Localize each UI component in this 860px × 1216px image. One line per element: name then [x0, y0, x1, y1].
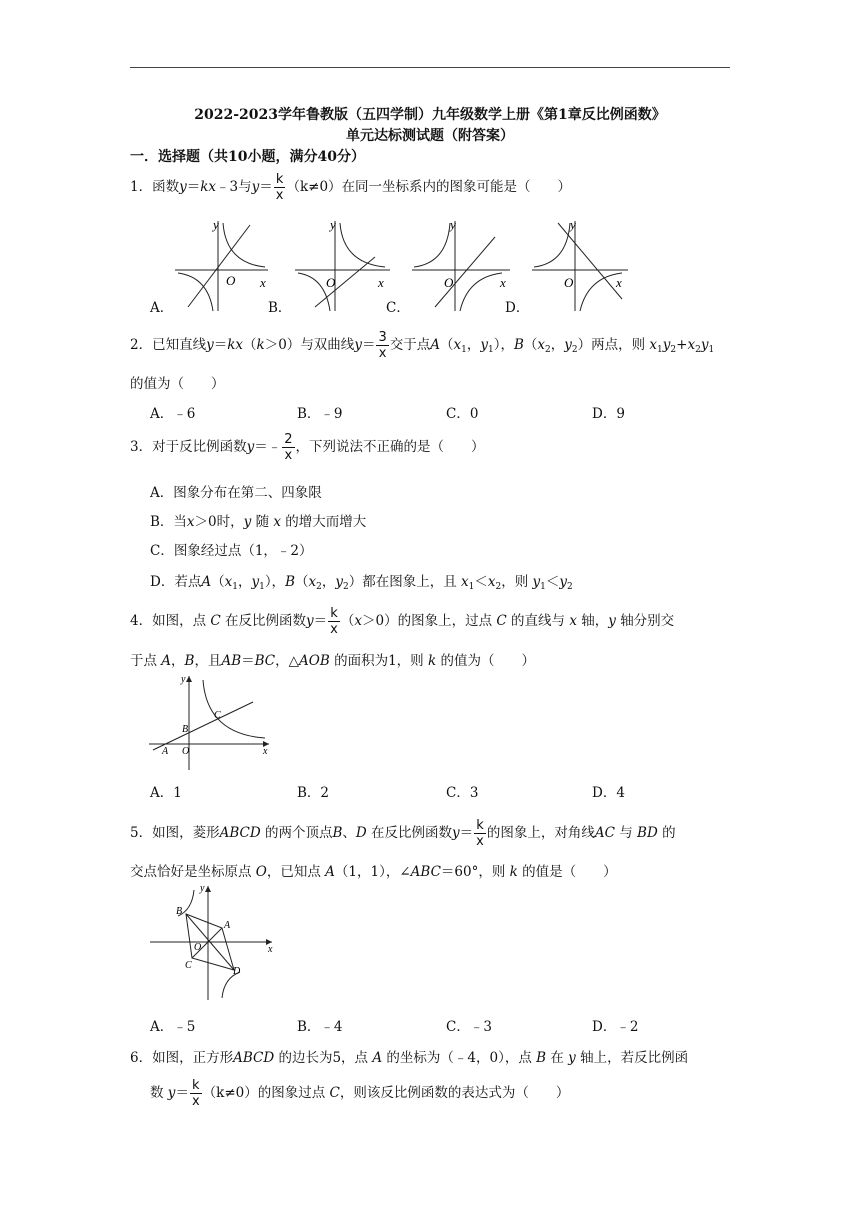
fraction: $\frac{k}{x}$: [330, 606, 338, 637]
q2-option-d[interactable]: D．9: [592, 406, 625, 422]
q3-option-b[interactable]: B．当x＞0时，y 随 x 的增大而增大: [150, 514, 367, 530]
q2-option-b[interactable]: B．﹣9: [297, 406, 343, 422]
graph-a: [175, 217, 268, 311]
question-1: 1．函数y＝kx﹣3与y＝ $\frac{k}{x}$ （k≠0）在同一坐标系内的图象可能是（ ）: [130, 172, 572, 203]
question-3: 3．对于反比例函数y＝﹣ $\frac{2}{x}$ ，下列说法不正确的是（ ）: [130, 432, 485, 463]
svg-text:x: x: [263, 746, 268, 757]
fraction: $\frac{3}{x}$: [378, 330, 387, 361]
svg-text:x: x: [260, 275, 266, 290]
q5-option-b[interactable]: B．﹣4: [297, 1019, 343, 1035]
svg-text:O: O: [564, 275, 574, 290]
fraction: $\frac{2}{x}$: [284, 432, 293, 463]
q4-figure: [145, 672, 275, 772]
svg-text:x: x: [616, 275, 622, 290]
q4-option-b[interactable]: B．2: [297, 785, 330, 801]
svg-text:y: y: [570, 217, 576, 232]
svg-text:x: x: [268, 944, 273, 955]
graph-d: [532, 217, 628, 311]
svg-text:A: A: [162, 746, 169, 757]
q1-option-d[interactable]: D．: [505, 300, 530, 316]
q5-option-d[interactable]: D．﹣2: [592, 1019, 639, 1035]
graph-b: [295, 217, 390, 311]
q4-option-d[interactable]: D．4: [592, 785, 625, 801]
svg-text:y: y: [200, 883, 205, 894]
page-subtitle: 单元达标测试题（附答案）: [346, 128, 514, 144]
q2-option-c[interactable]: C．0: [446, 406, 479, 422]
svg-text:y: y: [450, 217, 456, 232]
svg-text:A: A: [224, 920, 231, 931]
question-4-cont: 于点 A，B，且AB＝BC，△AOB 的面积为1，则 k 的值为（ ）: [130, 653, 535, 669]
question-4: 4．如图，点 C 在反比例函数y＝ $\frac{k}{x}$ （x＞0）的图象上，过点 C 的直线与 x 轴，y 轴分别交: [130, 606, 675, 637]
svg-text:O: O: [194, 942, 202, 953]
question-5: 5．如图，菱形ABCD 的两个顶点B、D 在反比例函数y＝ $\frac{k}{x}$ 的图象上，对角线AC 与 BD 的: [130, 818, 676, 849]
svg-text:O: O: [226, 273, 236, 288]
top-rule: [130, 67, 730, 68]
q5-figure: [148, 882, 278, 1004]
q5-option-a[interactable]: A．﹣5: [150, 1019, 196, 1035]
question-6-cont: 数 y＝ $\frac{k}{x}$ （k≠0）的图象过点 C，则该反比例函数的表达式为（ ）: [150, 1078, 570, 1109]
q5-option-c[interactable]: C．﹣3: [446, 1019, 492, 1035]
question-5-cont: 交点恰好是坐标原点 O，已知点 A（1，1），∠ABC＝60°，则 k 的值是（ ）: [130, 864, 617, 880]
svg-text:y: y: [181, 674, 186, 685]
q2-option-a[interactable]: A．﹣6: [150, 406, 196, 422]
svg-text:B: B: [176, 906, 183, 917]
fraction: $\frac{k}{x}$: [191, 1078, 200, 1109]
svg-text:y: y: [213, 217, 219, 232]
graph-c: [412, 217, 510, 311]
svg-text:D: D: [233, 966, 241, 977]
q3-option-a[interactable]: A．图象分布在第二、四象限: [150, 485, 322, 501]
svg-text:y: y: [330, 217, 336, 232]
fraction: $\frac{k}{x}$: [476, 818, 484, 849]
question-2-cont: 的值为（ ）: [130, 376, 225, 392]
question-6: 6．如图，正方形ABCD 的边长为5，点 A 的坐标为（﹣4，0），点 B 在 y 轴上，若反比例函: [130, 1050, 689, 1066]
q1-graphs: [150, 215, 750, 315]
svg-text:B: B: [182, 724, 189, 735]
q4-option-c[interactable]: C．3: [446, 785, 479, 801]
q4-option-a[interactable]: A．1: [150, 785, 182, 801]
question-2: 2．已知直线y＝kx（k＞0）与双曲线y＝ $\frac{3}{x}$ 交于点$A(x_1$，$y_1$），$B(x_2$，$y_2$）两点，则 $x_1y_2+x_2y_1$: [130, 330, 715, 361]
q1-option-a[interactable]: A．: [150, 300, 174, 316]
fraction: $\frac{k}{x}$: [275, 172, 284, 203]
svg-text:C: C: [214, 710, 221, 721]
svg-text:O: O: [182, 746, 190, 757]
page-title: 2022-2023学年鲁教版（五四学制）九年级数学上册《第1章反比例函数》: [194, 107, 666, 123]
svg-text:O: O: [326, 275, 336, 290]
q3-option-d[interactable]: D．若点$A(x_1$，$y_1$），$B(x_2$，$y_2$）都在图象上，且 $x_1<x_2$，则 $y_1<y_2$: [150, 574, 573, 592]
svg-text:x: x: [500, 275, 506, 290]
svg-text:C: C: [185, 960, 192, 971]
q1-option-b[interactable]: B．: [268, 300, 292, 316]
svg-text:x: x: [378, 275, 384, 290]
section-heading: 一．选择题（共10小题，满分40分）: [130, 149, 365, 165]
q3-option-c[interactable]: C．图象经过点（1，﹣2）: [150, 543, 313, 559]
svg-text:O: O: [444, 275, 454, 290]
q1-option-c[interactable]: C．: [386, 300, 410, 316]
